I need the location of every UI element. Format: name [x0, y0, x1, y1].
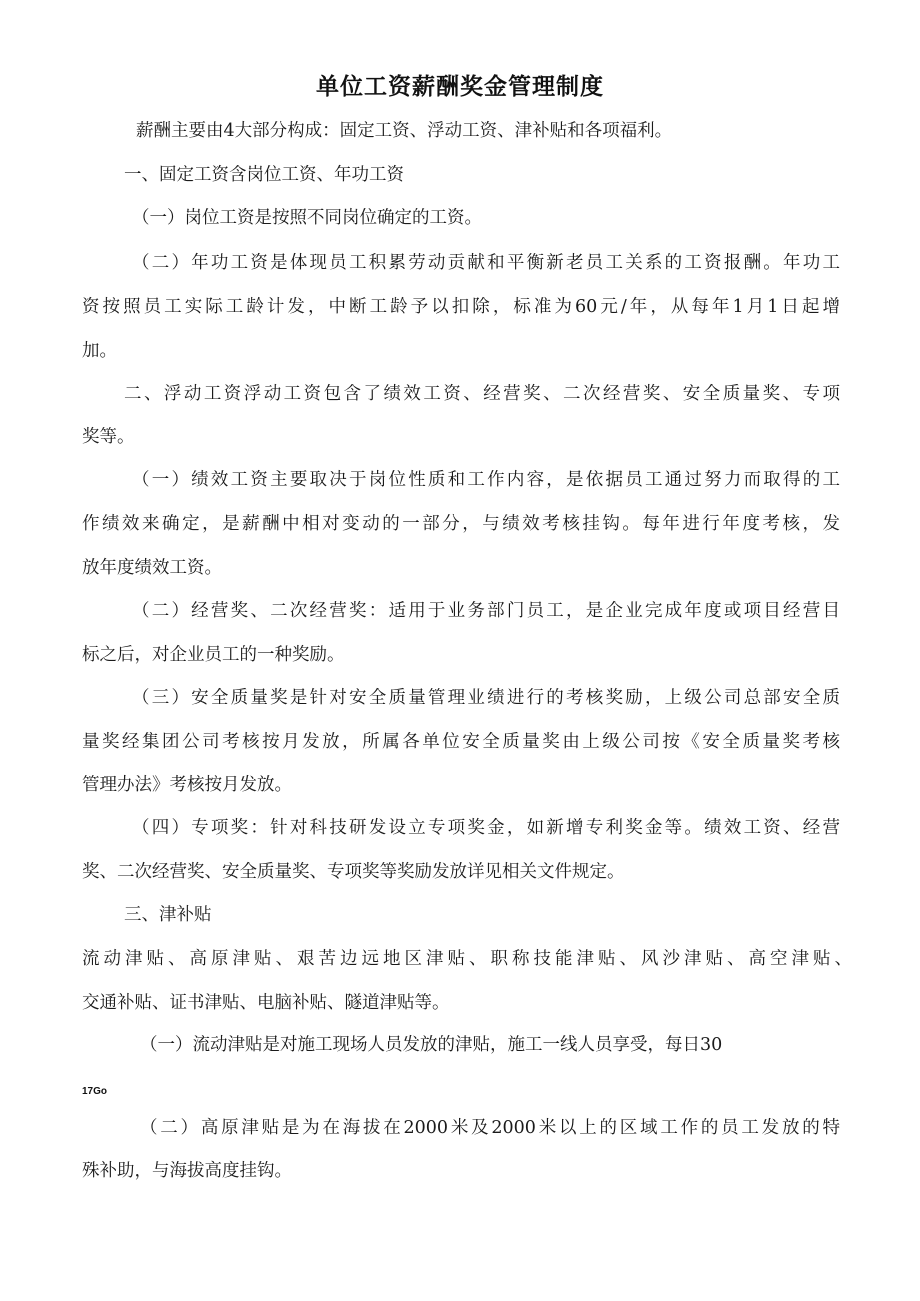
paragraph-safety-quality-bonus-line-2: 量奖经集团公司考核按月发放，所属各单位安全质量奖由上级公司按《安全质量奖考核 [82, 732, 840, 752]
paragraph-allowance-list-line-2: 交通补贴、证书津贴、电脑补贴、隧道津贴等。 [82, 993, 450, 1013]
section-heading-fixed-salary: 一、固定工资含岗位工资、年功工资 [124, 165, 404, 185]
section-heading-allowances: 三、津补贴 [124, 905, 212, 925]
paragraph-allowance-list-line-1: 流动津贴、高原津贴、艰苦边远地区津贴、职称技能津贴、风沙津贴、高空津贴、 [82, 949, 852, 969]
paragraph-seniority-salary-line-1: （二）年功工资是体现员工积累劳动贡献和平衡新老员工关系的工资报酬。年功工 [132, 253, 840, 273]
paragraph-performance-salary-line-1: （一）绩效工资主要取决于岗位性质和工作内容，是依据员工通过努力而取得的工 [132, 470, 840, 490]
paragraph-plateau-allowance-line-2: 殊补助，与海拔高度挂钩。 [82, 1161, 292, 1181]
paragraph-position-salary: （一）岗位工资是按照不同岗位确定的工资。 [132, 208, 482, 228]
paragraph-special-bonus-line-2: 奖、二次经营奖、安全质量奖、专项奖等奖励发放详见相关文件规定。 [82, 862, 625, 882]
paragraph-safety-quality-bonus-line-1: （三）安全质量奖是针对安全质量管理业绩进行的考核奖励，上级公司总部安全质 [132, 688, 840, 708]
stray-page-mark: 17Go [82, 1086, 108, 1097]
paragraph-special-bonus-line-1: （四）专项奖：针对科技研发设立专项奖金，如新增专利奖金等。绩效工资、经营 [132, 818, 840, 838]
paragraph-performance-salary-line-3: 放年度绩效工资。 [82, 558, 222, 578]
section-heading-floating-salary-line-2: 奖等。 [82, 427, 135, 447]
paragraph-intro: 薪酬主要由4大部分构成：固定工资、浮动工资、津补贴和各项福利。 [136, 121, 673, 141]
section-heading-floating-salary-line-1: 二、浮动工资浮动工资包含了绩效工资、经营奖、二次经营奖、安全质量奖、专项 [124, 384, 840, 404]
paragraph-seniority-salary-line-3: 加。 [82, 341, 117, 361]
paragraph-safety-quality-bonus-line-3: 管理办法》考核按月发放。 [82, 775, 292, 795]
paragraph-seniority-salary-line-2: 资按照员工实际工龄计发，中断工龄予以扣除，标准为60元/年，从每年1月1日起增 [82, 297, 840, 317]
paragraph-mobile-allowance: （一）流动津贴是对施工现场人员发放的津贴，施工一线人员享受，每日30 [140, 1035, 723, 1055]
document-title: 单位工资薪酬奖金管理制度 [316, 74, 604, 100]
paragraph-business-bonus-line-2: 标之后，对企业员工的一种奖励。 [82, 645, 345, 665]
paragraph-plateau-allowance-line-1: （二）高原津贴是为在海拔在2000米及2000米以上的区域工作的员工发放的特 [140, 1118, 840, 1138]
paragraph-business-bonus-line-1: （二）经营奖、二次经营奖：适用于业务部门员工，是企业完成年度或项目经营目 [132, 601, 840, 621]
paragraph-performance-salary-line-2: 作绩效来确定，是薪酬中相对变动的一部分，与绩效考核挂钩。每年进行年度考核，发 [82, 514, 840, 534]
